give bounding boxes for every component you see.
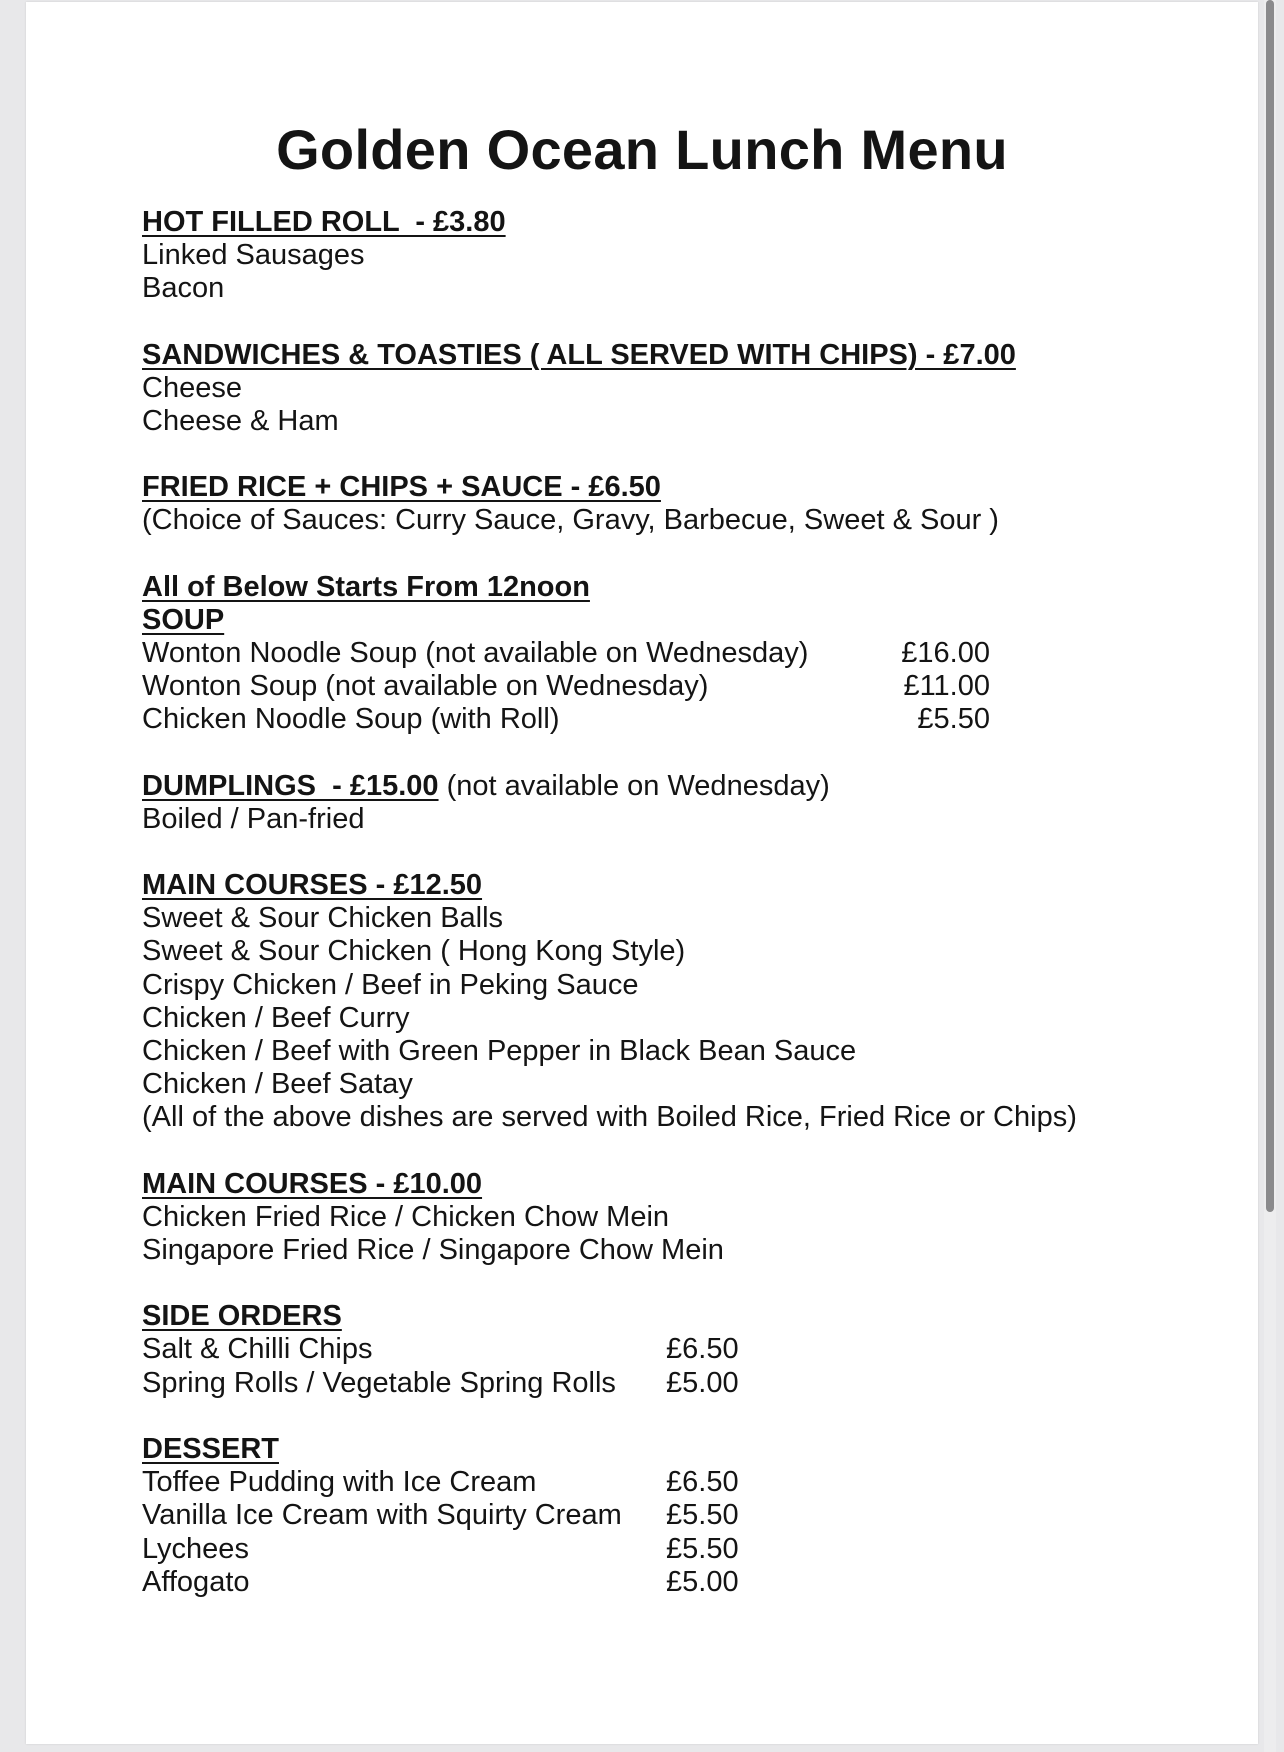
item-price: £6.50 <box>666 1466 739 1499</box>
main-courses-1-heading: MAIN COURSES - £12.50 <box>142 869 483 902</box>
item-name: Spring Rolls / Vegetable Spring Rolls <box>142 1366 616 1399</box>
item-name: Salt & Chilli Chips <box>142 1333 373 1366</box>
menu-item: Chicken / Beef Satay <box>142 1068 413 1101</box>
soup-section <box>142 571 1142 737</box>
item-price: £5.00 <box>666 1565 739 1598</box>
dessert-section <box>142 1433 1142 1599</box>
served-with-note: (All of the above dishes are served with Boiled Rice, Fried Rice or Chips) <box>142 1101 1077 1134</box>
dessert-heading: DESSERT <box>142 1432 279 1465</box>
menu-item <box>142 1466 1142 1499</box>
menu-item <box>142 637 1142 670</box>
hot-filled-roll-heading: HOT FILLED ROLL - £3.80 <box>142 206 506 238</box>
item-price: £11.00 <box>903 670 990 703</box>
menu-item <box>142 1333 1142 1366</box>
item-name: Lychees <box>142 1532 249 1565</box>
menu-item: Chicken / Beef with Green Pepper in Black Bean Sauce <box>142 1035 857 1068</box>
menu-item <box>142 1533 1142 1566</box>
menu-item: Bacon <box>142 272 225 305</box>
menu-item <box>142 1367 1142 1400</box>
menu-item: Chicken / Beef Curry <box>142 1001 410 1034</box>
dumplings-heading: DUMPLINGS - £15.00 <box>142 769 439 802</box>
menu-item: Crispy Chicken / Beef in Peking Sauce <box>142 968 639 1001</box>
item-price: £5.00 <box>666 1366 739 1399</box>
item-name: Affogato <box>142 1565 250 1598</box>
soup-heading: SOUP <box>142 603 225 636</box>
item-name: Wonton Noodle Soup (not available on Wednesday) <box>142 637 809 670</box>
vertical-scrollbar[interactable] <box>1264 0 1276 1752</box>
item-price: £16.00 <box>901 637 990 670</box>
item-price: £5.50 <box>917 703 990 736</box>
menu-item: Sweet & Sour Chicken ( Hong Kong Style) <box>142 935 686 968</box>
menu-item <box>142 1499 1142 1532</box>
menu-item: Boiled / Pan-fried <box>142 802 365 835</box>
main-courses-2-section <box>142 1168 1142 1268</box>
menu-content <box>142 206 1142 1599</box>
item-price: £5.50 <box>666 1499 739 1532</box>
menu-item: Sweet & Sour Chicken Balls <box>142 902 504 935</box>
menu-item: Cheese <box>142 371 242 404</box>
item-name: Wonton Soup (not available on Wednesday) <box>142 670 709 703</box>
noon-notice: All of Below Starts From 12noon <box>142 570 590 603</box>
menu-item <box>142 703 1142 736</box>
scrollbar-thumb[interactable] <box>1266 0 1274 1212</box>
fried-rice-heading: FRIED RICE + CHIPS + SAUCE - £6.50 <box>142 471 661 504</box>
main-courses-1-section <box>142 869 1142 1135</box>
menu-item: Singapore Fried Rice / Singapore Chow Mein <box>142 1234 724 1267</box>
side-orders-heading: SIDE ORDERS <box>142 1300 342 1333</box>
menu-item <box>142 670 1142 703</box>
sauce-choice-note: (Choice of Sauces: Curry Sauce, Gravy, Barbecue, Sweet & Sour ) <box>142 504 999 537</box>
menu-title: Golden Ocean Lunch Menu <box>276 118 1008 181</box>
hot-filled-roll-section <box>142 206 1142 306</box>
dumplings-note: (not available on Wednesday) <box>438 769 830 802</box>
main-courses-2-heading: MAIN COURSES - £10.00 <box>142 1167 483 1200</box>
item-name: Vanilla Ice Cream with Squirty Cream <box>142 1499 622 1532</box>
fried-rice-section <box>142 471 1142 537</box>
side-orders-section <box>142 1300 1142 1400</box>
sandwiches-heading: SANDWICHES & TOASTIES ( ALL SERVED WITH CHIPS) - £7.00 <box>142 338 1016 371</box>
item-price: £5.50 <box>666 1532 739 1565</box>
item-price: £6.50 <box>666 1333 739 1366</box>
menu-item: Cheese & Ham <box>142 405 339 438</box>
menu-item: Linked Sausages <box>142 239 365 272</box>
item-name: Toffee Pudding with Ice Cream <box>142 1466 537 1499</box>
item-name: Chicken Noodle Soup (with Roll) <box>142 703 560 736</box>
sandwiches-section <box>142 339 1142 439</box>
menu-item <box>142 1566 1142 1599</box>
menu-item: Chicken Fried Rice / Chicken Chow Mein <box>142 1200 670 1233</box>
dumplings-section <box>142 770 1142 836</box>
